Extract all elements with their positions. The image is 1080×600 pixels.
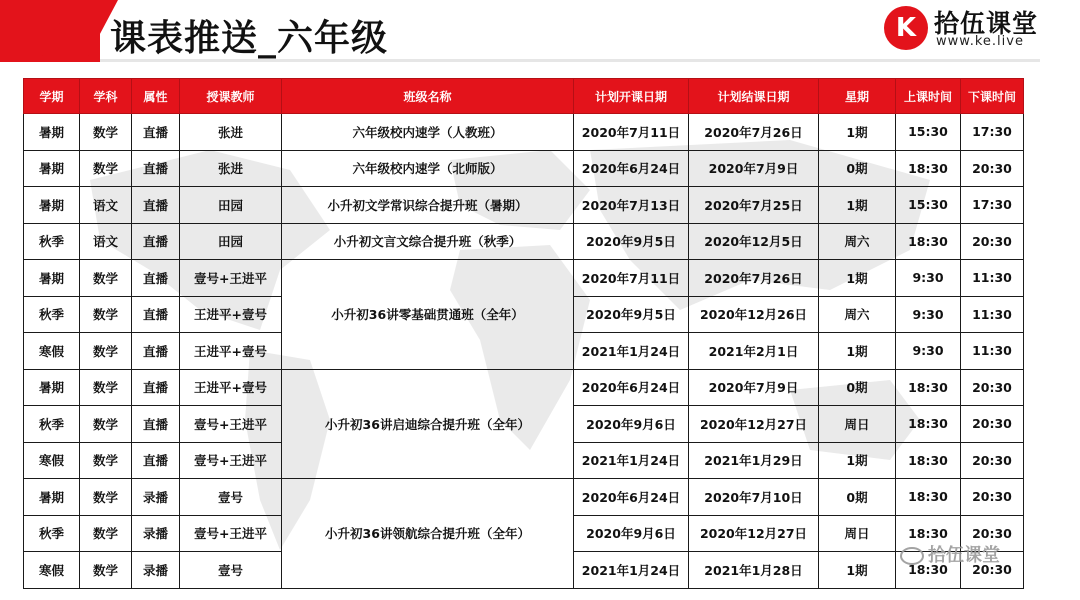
col-header-begin-time: 上课时间 bbox=[896, 79, 961, 114]
cell-type: 直播 bbox=[132, 114, 180, 151]
cell-begin-time: 18:30 bbox=[896, 406, 961, 443]
cell-class-name: 小升初文学常识综合提升班（暑期） bbox=[282, 187, 574, 224]
cell-teacher: 壹号 bbox=[180, 552, 282, 589]
logo-k-icon: K bbox=[884, 6, 928, 50]
cell-end-date: 2020年12月26日 bbox=[689, 296, 819, 333]
cell-start-date: 2020年7月11日 bbox=[574, 260, 689, 297]
cell-teacher: 田园 bbox=[180, 187, 282, 224]
col-header-start-date: 计划开课日期 bbox=[574, 79, 689, 114]
cell-start-date: 2020年6月24日 bbox=[574, 479, 689, 516]
cell-teacher: 壹号 bbox=[180, 479, 282, 516]
cell-start-date: 2021年1月24日 bbox=[574, 442, 689, 479]
cell-end-date: 2020年12月27日 bbox=[689, 406, 819, 443]
cell-weekday: 0期 bbox=[819, 479, 896, 516]
cell-term: 寒假 bbox=[24, 442, 80, 479]
cell-begin-time: 18:30 bbox=[896, 150, 961, 187]
cell-finish-time: 11:30 bbox=[961, 296, 1024, 333]
cell-teacher: 壹号+王进平 bbox=[180, 442, 282, 479]
cell-type: 录播 bbox=[132, 552, 180, 589]
cell-weekday: 1期 bbox=[819, 114, 896, 151]
cell-end-date: 2020年7月9日 bbox=[689, 369, 819, 406]
cell-type: 录播 bbox=[132, 515, 180, 552]
cell-class-name: 小升初36讲领航综合提升班（全年） bbox=[282, 479, 574, 589]
cell-class-name: 六年级校内速学（北师版） bbox=[282, 150, 574, 187]
cell-end-date: 2021年1月29日 bbox=[689, 442, 819, 479]
cell-term: 暑期 bbox=[24, 150, 80, 187]
cell-finish-time: 20:30 bbox=[961, 479, 1024, 516]
cell-type: 直播 bbox=[132, 442, 180, 479]
table-row bbox=[24, 187, 1024, 224]
cell-subject: 数学 bbox=[80, 369, 132, 406]
cell-teacher: 张进 bbox=[180, 150, 282, 187]
cell-weekday: 1期 bbox=[819, 187, 896, 224]
cell-subject: 数学 bbox=[80, 260, 132, 297]
logo-name: 拾伍课堂 bbox=[934, 9, 1039, 38]
cell-finish-time: 20:30 bbox=[961, 552, 1024, 589]
cell-type: 直播 bbox=[132, 150, 180, 187]
cell-subject: 语文 bbox=[80, 223, 132, 260]
col-header-class-name: 班级名称 bbox=[282, 79, 574, 114]
cell-class-name: 六年级校内速学（人教班） bbox=[282, 114, 574, 151]
cell-type: 直播 bbox=[132, 187, 180, 224]
cell-finish-time: 20:30 bbox=[961, 406, 1024, 443]
cell-weekday: 1期 bbox=[819, 333, 896, 370]
cell-weekday: 1期 bbox=[819, 260, 896, 297]
cell-teacher: 田园 bbox=[180, 223, 282, 260]
page-title: 课表推送_六年级 bbox=[110, 18, 389, 59]
cell-begin-time: 18:30 bbox=[896, 369, 961, 406]
cell-subject: 数学 bbox=[80, 479, 132, 516]
cell-type: 直播 bbox=[132, 260, 180, 297]
cell-start-date: 2020年9月6日 bbox=[574, 406, 689, 443]
cell-subject: 数学 bbox=[80, 150, 132, 187]
cell-start-date: 2020年6月24日 bbox=[574, 369, 689, 406]
cell-class-name: 小升初36讲启迪综合提升班（全年） bbox=[282, 369, 574, 479]
cell-term: 暑期 bbox=[24, 479, 80, 516]
cell-finish-time: 11:30 bbox=[961, 333, 1024, 370]
cell-weekday: 周日 bbox=[819, 406, 896, 443]
cell-finish-time: 20:30 bbox=[961, 442, 1024, 479]
wechat-watermark bbox=[900, 541, 1000, 567]
cell-start-date: 2020年9月5日 bbox=[574, 296, 689, 333]
cell-weekday: 0期 bbox=[819, 150, 896, 187]
cell-weekday: 1期 bbox=[819, 552, 896, 589]
table-row bbox=[24, 223, 1024, 260]
cell-term: 秋季 bbox=[24, 296, 80, 333]
cell-begin-time: 15:30 bbox=[896, 114, 961, 151]
cell-begin-time: 18:30 bbox=[896, 552, 961, 589]
cell-type: 直播 bbox=[132, 223, 180, 260]
col-header-teacher: 授课教师 bbox=[180, 79, 282, 114]
table-row bbox=[24, 114, 1024, 151]
cell-subject: 数学 bbox=[80, 114, 132, 151]
cell-subject: 数学 bbox=[80, 406, 132, 443]
cell-term: 秋季 bbox=[24, 406, 80, 443]
cell-end-date: 2020年7月10日 bbox=[689, 479, 819, 516]
cell-finish-time: 20:30 bbox=[961, 515, 1024, 552]
wechat-icon bbox=[900, 547, 924, 565]
cell-weekday: 周六 bbox=[819, 296, 896, 333]
cell-start-date: 2021年1月24日 bbox=[574, 552, 689, 589]
cell-end-date: 2021年2月1日 bbox=[689, 333, 819, 370]
cell-term: 寒假 bbox=[24, 552, 80, 589]
cell-begin-time: 15:30 bbox=[896, 187, 961, 224]
cell-begin-time: 9:30 bbox=[896, 333, 961, 370]
table-row bbox=[24, 150, 1024, 187]
cell-weekday: 周日 bbox=[819, 515, 896, 552]
col-header-weekday: 星期 bbox=[819, 79, 896, 114]
cell-subject: 数学 bbox=[80, 552, 132, 589]
cell-start-date: 2020年7月11日 bbox=[574, 114, 689, 151]
cell-begin-time: 9:30 bbox=[896, 260, 961, 297]
cell-finish-time: 20:30 bbox=[961, 150, 1024, 187]
table-row bbox=[24, 479, 1024, 516]
schedule-table bbox=[23, 78, 1024, 589]
table-header-row bbox=[24, 79, 1024, 114]
cell-term: 暑期 bbox=[24, 369, 80, 406]
watermark-text: 拾伍课堂 bbox=[928, 545, 1000, 566]
cell-subject: 数学 bbox=[80, 515, 132, 552]
cell-teacher: 王进平+壹号 bbox=[180, 333, 282, 370]
cell-start-date: 2020年9月5日 bbox=[574, 223, 689, 260]
cell-type: 直播 bbox=[132, 333, 180, 370]
cell-subject: 数学 bbox=[80, 333, 132, 370]
cell-begin-time: 18:30 bbox=[896, 223, 961, 260]
cell-end-date: 2020年7月9日 bbox=[689, 150, 819, 187]
cell-finish-time: 17:30 bbox=[961, 187, 1024, 224]
cell-type: 直播 bbox=[132, 369, 180, 406]
cell-weekday: 周六 bbox=[819, 223, 896, 260]
cell-begin-time: 18:30 bbox=[896, 515, 961, 552]
cell-teacher: 王进平+壹号 bbox=[180, 369, 282, 406]
cell-term: 暑期 bbox=[24, 260, 80, 297]
cell-term: 秋季 bbox=[24, 223, 80, 260]
cell-finish-time: 20:30 bbox=[961, 223, 1024, 260]
cell-begin-time: 18:30 bbox=[896, 479, 961, 516]
cell-type: 直播 bbox=[132, 406, 180, 443]
cell-term: 暑期 bbox=[24, 114, 80, 151]
cell-teacher: 壹号+王进平 bbox=[180, 515, 282, 552]
cell-finish-time: 11:30 bbox=[961, 260, 1024, 297]
col-header-term: 学期 bbox=[24, 79, 80, 114]
cell-begin-time: 18:30 bbox=[896, 442, 961, 479]
cell-type: 录播 bbox=[132, 479, 180, 516]
cell-start-date: 2020年7月13日 bbox=[574, 187, 689, 224]
cell-subject: 数学 bbox=[80, 296, 132, 333]
table-row bbox=[24, 260, 1024, 297]
cell-class-name: 小升初36讲零基础贯通班（全年） bbox=[282, 260, 574, 370]
cell-begin-time: 9:30 bbox=[896, 296, 961, 333]
cell-teacher: 壹号+王进平 bbox=[180, 260, 282, 297]
cell-subject: 语文 bbox=[80, 187, 132, 224]
col-header-type: 属性 bbox=[132, 79, 180, 114]
cell-class-name: 小升初文言文综合提升班（秋季） bbox=[282, 223, 574, 260]
cell-term: 寒假 bbox=[24, 333, 80, 370]
col-header-subject: 学科 bbox=[80, 79, 132, 114]
logo-url: www.ke.live bbox=[936, 34, 1024, 49]
col-header-end-date: 计划结课日期 bbox=[689, 79, 819, 114]
cell-end-date: 2020年7月25日 bbox=[689, 187, 819, 224]
cell-end-date: 2020年7月26日 bbox=[689, 114, 819, 151]
cell-weekday: 1期 bbox=[819, 442, 896, 479]
cell-term: 秋季 bbox=[24, 515, 80, 552]
cell-finish-time: 17:30 bbox=[961, 114, 1024, 151]
brand-logo bbox=[884, 6, 1054, 54]
cell-end-date: 2020年12月5日 bbox=[689, 223, 819, 260]
cell-teacher: 张进 bbox=[180, 114, 282, 151]
cell-subject: 数学 bbox=[80, 442, 132, 479]
cell-end-date: 2020年12月27日 bbox=[689, 515, 819, 552]
cell-start-date: 2021年1月24日 bbox=[574, 333, 689, 370]
col-header-finish-time: 下课时间 bbox=[961, 79, 1024, 114]
cell-end-date: 2020年7月26日 bbox=[689, 260, 819, 297]
cell-finish-time: 20:30 bbox=[961, 369, 1024, 406]
cell-end-date: 2021年1月28日 bbox=[689, 552, 819, 589]
cell-teacher: 王进平+壹号 bbox=[180, 296, 282, 333]
cell-start-date: 2020年6月24日 bbox=[574, 150, 689, 187]
table-row bbox=[24, 369, 1024, 406]
cell-weekday: 0期 bbox=[819, 369, 896, 406]
cell-teacher: 壹号+王进平 bbox=[180, 406, 282, 443]
cell-start-date: 2020年9月6日 bbox=[574, 515, 689, 552]
cell-type: 直播 bbox=[132, 296, 180, 333]
cell-term: 暑期 bbox=[24, 187, 80, 224]
